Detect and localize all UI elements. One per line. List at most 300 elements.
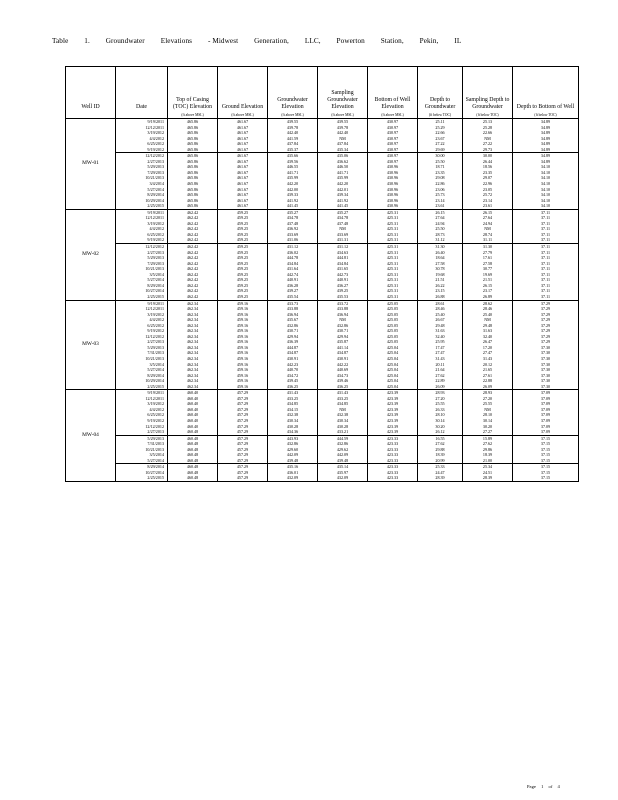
- value-cell: 430.28: [318, 424, 368, 430]
- value-cell: 34.89: [513, 136, 579, 142]
- value-cell: 462.42: [168, 255, 218, 261]
- value-cell: 34.10: [513, 181, 579, 187]
- value-cell: 37.11: [513, 266, 579, 272]
- value-cell: 26.33: [418, 407, 463, 413]
- col-header-depth-to-bottom: Depth to Bottom of Well: [513, 67, 579, 114]
- value-cell: 461.67: [218, 164, 268, 170]
- value-cell: 37.09: [513, 412, 579, 418]
- value-cell: 457.29: [218, 401, 268, 407]
- value-cell: 431.12: [268, 244, 318, 250]
- date-cell: 12/12/2011: [116, 306, 168, 312]
- value-cell: 423.39: [368, 424, 418, 430]
- title-word: Generation,: [254, 37, 289, 45]
- value-cell: 425.31: [368, 226, 418, 232]
- value-cell: 460.48: [168, 475, 218, 481]
- value-cell: 27.79: [463, 250, 513, 256]
- title-word: Elevations: [160, 37, 193, 45]
- title-word: LLC,: [304, 37, 321, 45]
- value-cell: 22.86: [418, 181, 463, 187]
- value-cell: 435.53: [318, 294, 368, 300]
- value-cell: 26.89: [463, 294, 513, 300]
- value-cell: 32.40: [463, 334, 513, 340]
- value-cell: 435.67: [268, 317, 318, 323]
- date-cell: 9/19/2011: [116, 300, 168, 306]
- date-cell: 9/19/2012: [116, 147, 168, 153]
- date-cell: 9/19/2011: [116, 119, 168, 125]
- col-header-toc-elevation: Top of Casing (TOC) Elevation: [168, 67, 218, 114]
- unit-label: (ft below TOC): [513, 113, 579, 119]
- value-cell: 436.62: [318, 159, 368, 165]
- date-cell: 10/29/2014: [116, 378, 168, 384]
- value-cell: 462.34: [168, 350, 218, 356]
- date-cell: 4/4/2012: [116, 226, 168, 232]
- header-row: [66, 67, 579, 114]
- value-cell: 457.29: [218, 458, 268, 464]
- value-cell: 436.27: [318, 283, 368, 289]
- value-cell: 37.30: [513, 356, 579, 362]
- date-cell: 12/12/2012: [116, 244, 168, 250]
- value-cell: 435.27: [268, 209, 318, 215]
- value-cell: 423.33: [368, 435, 418, 441]
- value-cell: 457.29: [218, 418, 268, 424]
- value-cell: 462.34: [168, 367, 218, 373]
- unit-label: (ft above MSL): [168, 113, 218, 119]
- value-cell: 436.25: [318, 384, 368, 390]
- value-cell: 462.42: [168, 266, 218, 272]
- value-cell: 457.29: [218, 464, 268, 470]
- value-cell: 459.16: [218, 350, 268, 356]
- value-cell: 435.87: [318, 339, 368, 345]
- value-cell: 425.05: [368, 323, 418, 329]
- value-cell: 433.88: [318, 306, 368, 312]
- value-cell: 24.94: [418, 221, 463, 227]
- value-cell: 465.86: [168, 181, 218, 187]
- value-cell: 435.16: [268, 464, 318, 470]
- value-cell: 25.55: [418, 401, 463, 407]
- value-cell: 430.97: [368, 130, 418, 136]
- value-cell: 434.85: [318, 401, 368, 407]
- value-cell: 37.30: [513, 367, 579, 373]
- value-cell: 24.94: [463, 221, 513, 227]
- value-cell: 429.94: [268, 334, 318, 340]
- value-cell: 439.78: [268, 125, 318, 131]
- value-cell: 425.04: [368, 356, 418, 362]
- value-cell: 442.20: [268, 181, 318, 187]
- value-cell: 462.34: [168, 317, 218, 323]
- page-footer: [523, 784, 560, 789]
- value-cell: 459.25: [218, 221, 268, 227]
- value-cell: 27.62: [463, 441, 513, 447]
- value-cell: 440.70: [268, 367, 318, 373]
- date-cell: 2/27/2013: [116, 339, 168, 345]
- value-cell: 465.86: [168, 136, 218, 142]
- value-cell: 425.05: [368, 339, 418, 345]
- value-cell: 37.11: [513, 244, 579, 250]
- date-cell: 6/25/2012: [116, 141, 168, 147]
- value-cell: 465.86: [168, 153, 218, 159]
- value-cell: 462.42: [168, 226, 218, 232]
- value-cell: 24.47: [418, 470, 463, 476]
- value-cell: 432.86: [268, 323, 318, 329]
- value-cell: 23.17: [463, 288, 513, 294]
- value-cell: 430.34: [268, 418, 318, 424]
- value-cell: 423.39: [368, 429, 418, 435]
- value-cell: 37.15: [513, 447, 579, 453]
- value-cell: 423.39: [368, 412, 418, 418]
- value-cell: 25.40: [418, 312, 463, 318]
- value-cell: 34.89: [513, 159, 579, 165]
- value-cell: 441.45: [268, 203, 318, 209]
- value-cell: 37.29: [513, 334, 579, 340]
- value-cell: 29.48: [418, 323, 463, 329]
- value-cell: 23.67: [418, 136, 463, 142]
- value-cell: 431.65: [318, 266, 368, 272]
- value-cell: 435.66: [268, 153, 318, 159]
- value-cell: 21.51: [418, 277, 463, 283]
- value-cell: 462.42: [168, 215, 218, 221]
- value-cell: 459.16: [218, 373, 268, 379]
- value-cell: 25.40: [463, 312, 513, 318]
- value-cell: 26.44: [463, 159, 513, 165]
- date-cell: 3/5/2014: [116, 272, 168, 278]
- value-cell: NM: [318, 317, 368, 323]
- value-cell: 31.43: [418, 356, 463, 362]
- date-cell: 7/31/2013: [116, 350, 168, 356]
- value-cell: 432.86: [318, 441, 368, 447]
- value-cell: 20.12: [463, 362, 513, 368]
- value-cell: 22.89: [418, 378, 463, 384]
- value-cell: 435.99: [268, 175, 318, 181]
- value-cell: 462.42: [168, 244, 218, 250]
- value-cell: 432.09: [318, 475, 368, 481]
- value-cell: 31.43: [463, 356, 513, 362]
- value-cell: NM: [463, 317, 513, 323]
- value-cell: 439.78: [318, 125, 368, 131]
- value-cell: 459.25: [218, 255, 268, 261]
- value-cell: 423.39: [368, 401, 418, 407]
- value-cell: 434.36: [268, 429, 318, 435]
- value-cell: 26.15: [418, 209, 463, 215]
- value-cell: 434.72: [268, 373, 318, 379]
- value-cell: 440.91: [268, 277, 318, 283]
- date-cell: 5/29/2013: [116, 345, 168, 351]
- value-cell: 462.34: [168, 362, 218, 368]
- value-cell: 425.05: [368, 317, 418, 323]
- value-cell: 462.42: [168, 283, 218, 289]
- value-cell: 29.69: [418, 147, 463, 153]
- value-cell: 442.09: [318, 452, 368, 458]
- value-cell: 461.67: [218, 159, 268, 165]
- value-cell: 430.97: [368, 159, 418, 165]
- value-cell: 459.25: [218, 294, 268, 300]
- value-cell: 37.11: [513, 232, 579, 238]
- value-cell: 28.93: [418, 390, 463, 396]
- date-cell: 12/12/2012: [116, 153, 168, 159]
- value-cell: 430.96: [368, 203, 418, 209]
- date-cell: 5/27/2014: [116, 277, 168, 283]
- value-cell: 27.62: [418, 373, 463, 379]
- value-cell: 462.34: [168, 334, 218, 340]
- value-cell: 19.69: [463, 272, 513, 278]
- unit-label: (ft above MSL): [268, 113, 318, 119]
- value-cell: 446.50: [318, 164, 368, 170]
- value-cell: 425.31: [368, 237, 418, 243]
- col-header-date: Date: [116, 67, 168, 114]
- value-cell: 25.55: [463, 401, 513, 407]
- value-cell: 442.22: [318, 362, 368, 368]
- value-cell: 459.25: [218, 277, 268, 283]
- value-cell: 443.93: [268, 435, 318, 441]
- value-cell: 439.27: [268, 288, 318, 294]
- value-cell: 461.67: [218, 141, 268, 147]
- value-cell: 37.11: [513, 215, 579, 221]
- value-cell: 459.25: [218, 226, 268, 232]
- value-cell: 425.31: [368, 288, 418, 294]
- title-word: Groundwater: [105, 37, 145, 45]
- value-cell: 37.11: [513, 288, 579, 294]
- value-cell: 434.63: [318, 250, 368, 256]
- value-cell: 29.07: [463, 175, 513, 181]
- table-body: [66, 119, 579, 482]
- value-cell: 462.34: [168, 300, 218, 306]
- unit-label: (ft below TOC): [463, 113, 513, 119]
- value-cell: 457.29: [218, 412, 268, 418]
- date-cell: 9/19/2012: [116, 328, 168, 334]
- value-cell: 462.34: [168, 356, 218, 362]
- value-cell: 430.97: [368, 136, 418, 142]
- value-cell: 462.34: [168, 323, 218, 329]
- value-cell: 436.94: [268, 312, 318, 318]
- date-cell: 2/27/2013: [116, 159, 168, 165]
- value-cell: 425.31: [368, 283, 418, 289]
- value-cell: 425.31: [368, 215, 418, 221]
- date-cell: 5/29/2013: [116, 255, 168, 261]
- value-cell: 442.74: [268, 272, 318, 278]
- value-cell: 425.04: [368, 378, 418, 384]
- value-cell: 37.09: [513, 429, 579, 435]
- value-cell: 15.89: [463, 435, 513, 441]
- value-cell: 462.42: [168, 272, 218, 278]
- value-cell: 37.11: [513, 283, 579, 289]
- col-header-ground-elevation: Ground Elevation: [218, 67, 268, 114]
- date-cell: 3/19/2012: [116, 130, 168, 136]
- value-cell: 431.43: [318, 390, 368, 396]
- value-cell: 423.33: [368, 470, 418, 476]
- value-cell: 27.58: [463, 261, 513, 267]
- date-cell: 12/12/2012: [116, 334, 168, 340]
- title-word: IL: [454, 37, 462, 45]
- date-cell: 4/4/2012: [116, 317, 168, 323]
- value-cell: 37.29: [513, 317, 579, 323]
- title-word: Pekin,: [419, 37, 439, 45]
- value-cell: 20.99: [418, 458, 463, 464]
- value-cell: 439.33: [268, 192, 318, 198]
- value-cell: 30.00: [463, 153, 513, 159]
- date-cell: 10/21/2013: [116, 266, 168, 272]
- value-cell: 37.11: [513, 237, 579, 243]
- col-header-sampling-elevation: Sampling Groundwater Elevation: [318, 67, 368, 114]
- value-cell: 441.14: [318, 345, 368, 351]
- value-cell: 459.25: [218, 209, 268, 215]
- value-cell: 461.67: [218, 187, 268, 193]
- value-cell: 28.46: [418, 306, 463, 312]
- value-cell: 431.06: [268, 237, 318, 243]
- value-cell: 23.61: [418, 203, 463, 209]
- value-cell: 439.48: [268, 458, 318, 464]
- value-cell: 423.39: [368, 396, 418, 402]
- value-cell: 442.09: [268, 452, 318, 458]
- value-cell: 26.15: [463, 283, 513, 289]
- title-word: - Midwest: [207, 37, 239, 45]
- value-cell: 26.22: [418, 283, 463, 289]
- date-cell: 10/27/2014: [116, 470, 168, 476]
- value-cell: 430.96: [368, 181, 418, 187]
- date-cell: 9/19/2012: [116, 418, 168, 424]
- of-word: of: [548, 784, 553, 789]
- unit-label: (ft above MSL): [368, 113, 418, 119]
- value-cell: 461.67: [218, 181, 268, 187]
- value-cell: 439.46: [318, 378, 368, 384]
- value-cell: 23.61: [463, 203, 513, 209]
- value-cell: 430.91: [318, 356, 368, 362]
- value-cell: 31.30: [418, 244, 463, 250]
- value-cell: 425.31: [368, 294, 418, 300]
- value-cell: 34.10: [513, 203, 579, 209]
- value-cell: 423.33: [368, 458, 418, 464]
- value-cell: 430.96: [368, 164, 418, 170]
- value-cell: 425.04: [368, 362, 418, 368]
- value-cell: 21.51: [463, 277, 513, 283]
- value-cell: 430.97: [368, 119, 418, 125]
- value-cell: 459.16: [218, 328, 268, 334]
- value-cell: 37.30: [513, 362, 579, 368]
- value-cell: 37.30: [513, 350, 579, 356]
- value-cell: 27.58: [418, 261, 463, 267]
- value-cell: 460.48: [168, 435, 218, 441]
- value-cell: 459.16: [218, 312, 268, 318]
- value-cell: 430.71: [318, 328, 368, 334]
- value-cell: 457.29: [218, 435, 268, 441]
- col-header-sampling-depth: Sampling Depth to Groundwater: [463, 67, 513, 114]
- value-cell: 425.31: [368, 277, 418, 283]
- value-cell: 460.40: [168, 396, 218, 402]
- value-cell: 436.01: [268, 470, 318, 476]
- value-cell: 461.67: [218, 170, 268, 176]
- value-cell: 23.35: [418, 170, 463, 176]
- value-cell: 425.05: [368, 300, 418, 306]
- value-cell: 435.06: [318, 153, 368, 159]
- value-cell: 28.73: [418, 232, 463, 238]
- value-cell: 439.45: [268, 378, 318, 384]
- value-cell: 462.34: [168, 373, 218, 379]
- col-header-well-id: Well ID: [66, 67, 116, 114]
- unit-label: (ft below TOC): [418, 113, 463, 119]
- value-cell: 423.39: [368, 390, 418, 396]
- value-cell: 465.86: [168, 130, 218, 136]
- value-cell: 37.11: [513, 226, 579, 232]
- value-cell: 17.47: [418, 345, 463, 351]
- value-cell: 34.10: [513, 198, 579, 204]
- value-cell: 459.16: [218, 323, 268, 329]
- value-cell: 439.34: [318, 192, 368, 198]
- value-cell: 465.86: [168, 119, 218, 125]
- value-cell: 430.91: [268, 356, 318, 362]
- date-cell: 6/25/2012: [116, 232, 168, 238]
- value-cell: 37.11: [513, 277, 579, 283]
- value-cell: 30.20: [418, 424, 463, 430]
- value-cell: 37.29: [513, 323, 579, 329]
- value-cell: 425.31: [368, 250, 418, 256]
- value-cell: 465.86: [168, 164, 218, 170]
- value-cell: 22.96: [463, 181, 513, 187]
- value-cell: 465.86: [168, 170, 218, 176]
- value-cell: 37.09: [513, 401, 579, 407]
- value-cell: 17.61: [463, 255, 513, 261]
- value-cell: 26.67: [418, 317, 463, 323]
- value-cell: 441.59: [268, 136, 318, 142]
- value-cell: 31.63: [463, 328, 513, 334]
- value-cell: 441.71: [268, 170, 318, 176]
- value-cell: 425.04: [368, 367, 418, 373]
- value-cell: 430.28: [268, 424, 318, 430]
- value-cell: 444.87: [268, 345, 318, 351]
- value-cell: 425.31: [368, 232, 418, 238]
- value-cell: 27.64: [463, 215, 513, 221]
- value-cell: 37.29: [513, 339, 579, 345]
- date-cell: 10/29/2014: [116, 198, 168, 204]
- value-cell: 423.33: [368, 447, 418, 453]
- value-cell: 28.10: [418, 412, 463, 418]
- value-cell: 37.15: [513, 470, 579, 476]
- value-cell: 21.64: [418, 367, 463, 373]
- value-cell: 27.20: [463, 396, 513, 402]
- value-cell: 434.15: [268, 407, 318, 413]
- value-cell: 461.67: [218, 147, 268, 153]
- date-cell: 2/25/2015: [116, 475, 168, 481]
- value-cell: 37.15: [513, 475, 579, 481]
- date-cell: 5/27/2014: [116, 367, 168, 373]
- value-cell: 461.67: [218, 130, 268, 136]
- value-cell: 461.67: [218, 198, 268, 204]
- value-cell: 26.09: [463, 384, 513, 390]
- date-cell: 10/21/2013: [116, 175, 168, 181]
- value-cell: 441.45: [318, 203, 368, 209]
- value-cell: 425.04: [368, 373, 418, 379]
- value-cell: 425.05: [368, 328, 418, 334]
- value-cell: 457.29: [218, 475, 268, 481]
- table-title: [52, 37, 475, 45]
- value-cell: 461.67: [218, 125, 268, 131]
- value-cell: 459.16: [218, 300, 268, 306]
- value-cell: 37.29: [513, 300, 579, 306]
- value-cell: 25.13: [463, 119, 513, 125]
- value-cell: 34.10: [513, 164, 579, 170]
- col-header-bottom-elevation: Bottom of Well Elevation: [368, 67, 418, 114]
- date-cell: 12/12/2011: [116, 215, 168, 221]
- value-cell: 425.31: [368, 209, 418, 215]
- value-cell: 28.10: [463, 412, 513, 418]
- value-cell: 429.62: [318, 447, 368, 453]
- value-cell: 436.92: [268, 226, 318, 232]
- value-cell: 435.97: [318, 470, 368, 476]
- value-cell: NM: [318, 136, 368, 142]
- unit-label: (ft above MSL): [318, 113, 368, 119]
- value-cell: 37.11: [513, 255, 579, 261]
- value-cell: 442.40: [318, 130, 368, 136]
- value-cell: 462.34: [168, 306, 218, 312]
- value-cell: 431.43: [268, 390, 318, 396]
- value-cell: 431.12: [318, 244, 368, 250]
